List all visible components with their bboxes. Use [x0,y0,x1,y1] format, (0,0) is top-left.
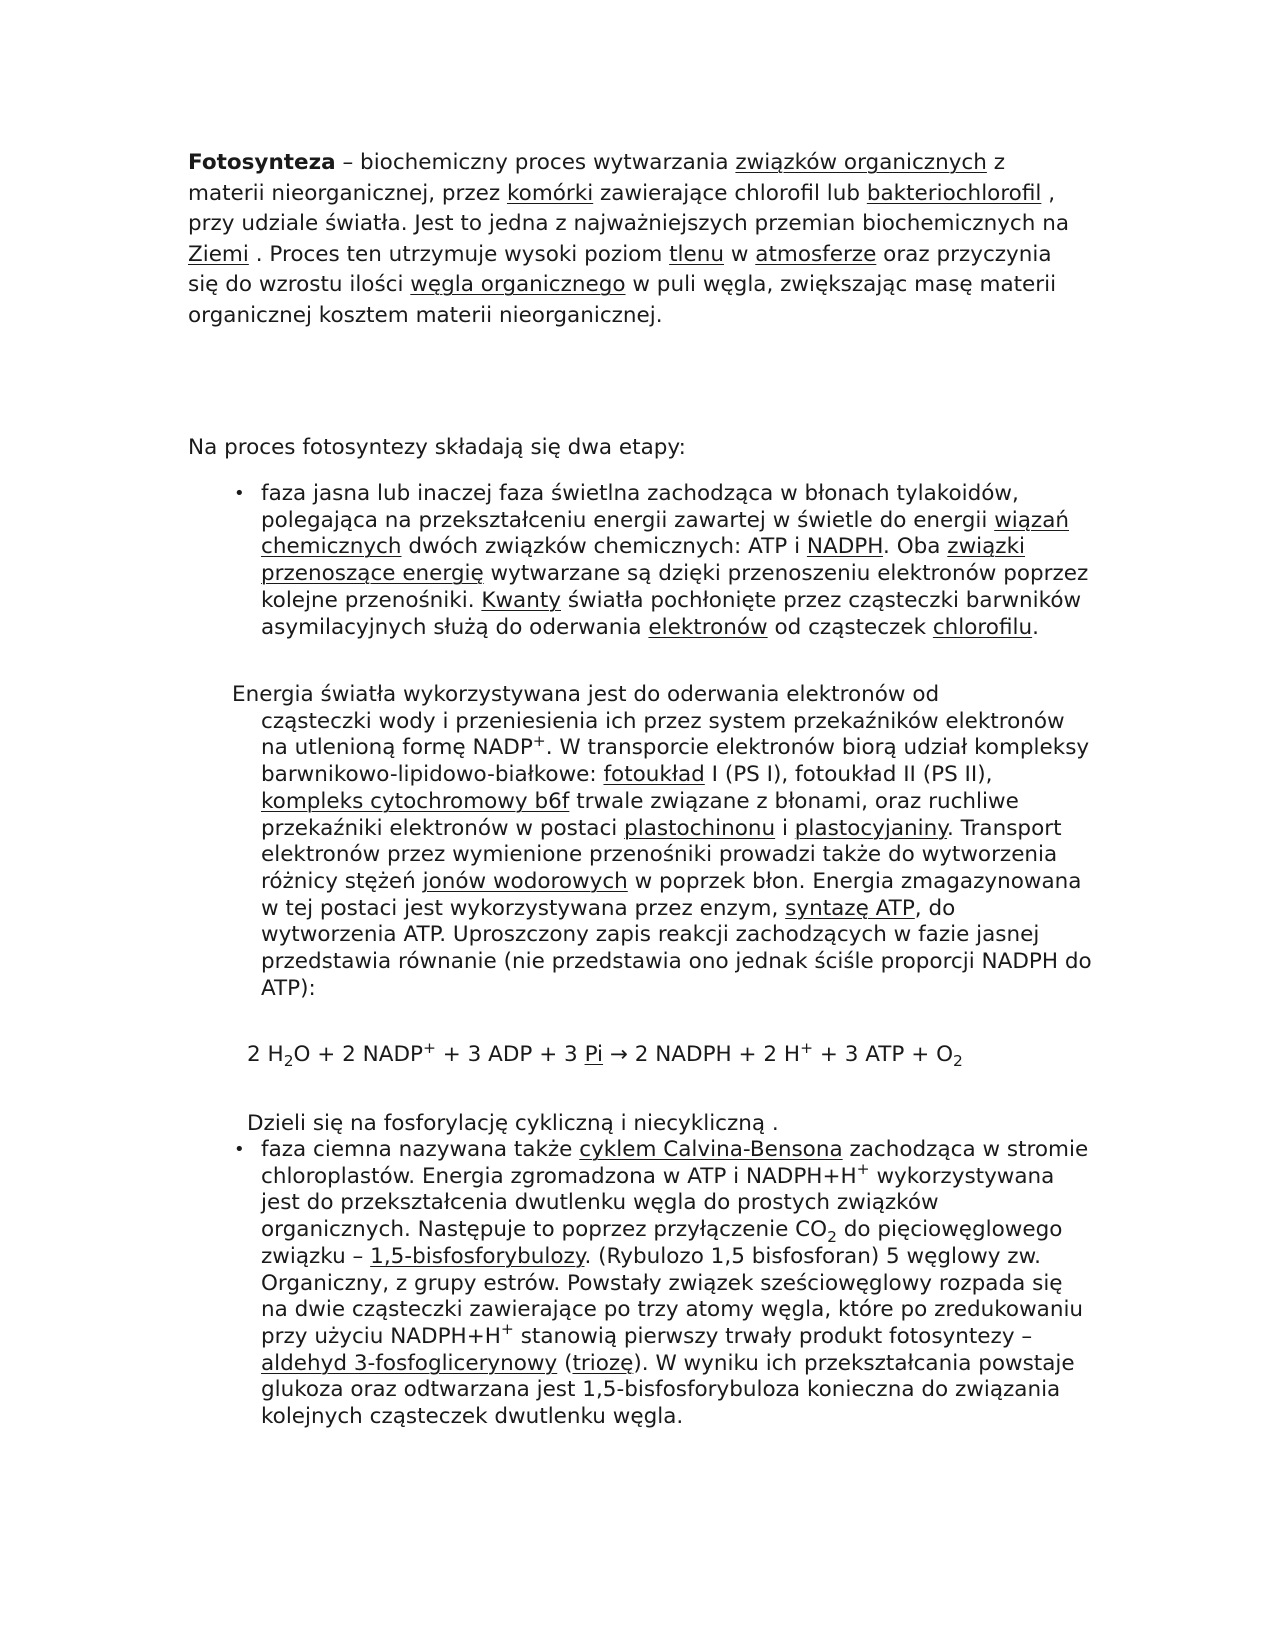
bullet-marker-2: • [234,1139,245,1160]
link-zwiazkow-organicznych[interactable]: związków organicznych [735,150,987,175]
link-syntaze-atp[interactable]: syntazę ATP [785,895,915,921]
bullet-faza-ciemna: faza ciemna nazywana także cyklem Calvina-Bensona zachodząca w stromie chloroplastów. Energia zgromadzona w ATP i NADPH+H+ wykorzystywana jest do przekształcenia dwutlenku węgla do prostych związków organicznych. Następuje to poprzez przyłączenie $CO_2$ do pięciowęglowego związku – 1,5-bisfosforybulozy. (Rybulozo 1,5 bisfosforan) 5 węglowy zw. Organiczny, z grupy estrów. Powstały związek sześciowęglowy rozpada się na dwie cząsteczki zawierające po trzy atomy węgla, które po zredukowaniu przy użyciu NADPH+H+ stanowią pierwszy trwały produkt fotosyntezy – aldehyd 3-fosfoglicerynowy (triozę). W wyniku ich przekształcania powstaje glukoza oraz odtwarzana jest 1,5-bisfosforybuloza konieczna do związania kolejnych cząsteczek dwutlenku węgla. [261,1137,1089,1430]
phosphorylation-note: Dzieli się na fosforylację cykliczną i niecykliczną . [247,1111,779,1136]
link-aldehyd-3-fosfoglicerynowy[interactable]: aldehyd 3-fosfoglicerynowy [261,1350,558,1376]
superscript-plus: + [532,731,546,750]
energy-paragraph [232,682,1092,1002]
link-bakteriochlorofil[interactable]: bakteriochlorofil [866,180,1042,206]
bullet-faza-jasna: faza jasna lub inaczej faza świetlna zachodząca w błonach tylakoidów, polegająca na przekształceniu energii zawartej w świetle do energii wiązań chemicznych dwóch związków chemicznych: ATP i NADPH. Oba związki przenoszące energię wytwarzane są dzięki przenoszeniu elektronów poprzez kolejne przenośniki. Kwanty światła pochłonięte przez cząsteczki barwników asymilacyjnych służą do oderwania elektronów od cząsteczek chlorofilu. [261,481,1089,640]
link-nadph[interactable]: NADPH [806,534,884,560]
link-chlorofilu[interactable]: chlorofilu [932,614,1033,640]
intro-paragraph: Fotosynteza – biochemiczny proces wytwarzania związków organicznych z materii nieorganicznej, przez komórki zawierające chlorofil lub bakteriochlorofil , przy udziale światła. Jest to jedna z najważniejszych przemian biochemicznych na Ziemi . Proces ten utrzymuje wysoki poziom tlenu w atmosferze oraz przyczynia się do wzrostu ilości węgla organicznego w puli węgla, zwiększając masę materii organicznej kosztem materii nieorganicznej. [188,150,1070,328]
link-trioze[interactable]: triozę [572,1350,634,1376]
bullet-marker-1: • [234,483,245,504]
link-tlenu[interactable]: tlenu [669,241,724,267]
link-kwanty[interactable]: Kwanty [481,587,562,613]
link-wiazan-chemicznych[interactable]: wiązań chemicznych [261,507,1070,560]
lead-sentence: Na proces fotosyntezy składają się dwa etapy: [188,435,686,460]
link-komorki[interactable]: komórki [506,180,594,206]
link-bisfosforybulozy[interactable]: 1,5-bisfosforybulozy [370,1243,585,1269]
link-plastochinonu[interactable]: plastochinonu [624,815,776,841]
link-jonow-wodorowych[interactable]: jonów wodorowych [422,868,628,894]
link-plastocyjaniny[interactable]: plastocyjaniny [794,815,947,841]
link-wegla-organicznego[interactable]: węgla organicznego [410,272,626,297]
link-elektronow[interactable]: elektronów [648,614,768,640]
link-ziemi[interactable]: Ziemi [188,241,249,267]
link-atmosferze[interactable]: atmosferze [755,241,877,267]
term-fotosynteza: Fotosynteza [188,150,336,175]
link-kompleks-cytochromowy[interactable]: kompleks cytochromowy b6f [261,788,570,814]
link-pi[interactable]: Pi [584,1042,604,1067]
energy-body: cząsteczki wody i przeniesienia ich przez system przekaźników elektronów na utlenioną formę NADP+. W transporcie elektronów biorą udział kompleksy barwnikowo-lipidowo-białkowe: fotoukład I (PS I), fotoukład II (PS II), kompleks cytochromowy b6f trwale związane z błonami, oraz ruchliwe przekaźniki elektronów w postaci plastochinonu i plastocyjaniny. Transport elektronów przez wymienione przenośniki prowadzi także do wytworzenia różnicy stężeń jonów wodorowych w poprzek błon. Energia zmagazynowana w tej postaci jest wykorzystywana przez enzym, syntazę ATP, do wytworzenia ATP. Uproszczony zapis reakcji zachodzących w fazie jasnej przedstawia równanie (nie przedstawia ono jednak ściśle proporcji NADPH do ATP): [261,708,1092,1001]
link-cykl-calvina-bensona[interactable]: cyklem Calvina-Bensona [579,1137,843,1162]
link-zwiazki-przenoszace-energie[interactable]: związki przenoszące energię [261,534,1026,587]
energy-first-line: Energia światła wykorzystywana jest do oderwania elektronów od [232,682,940,707]
link-fotoukl[interactable]: fotoukład [603,762,705,788]
light-phase-equation: 2 $H_2O + 2$ NADP+ + 3 ADP + 3 Pi → 2 NADPH + 2 H+ + 3 ATP + $O_2$ [247,1038,963,1071]
